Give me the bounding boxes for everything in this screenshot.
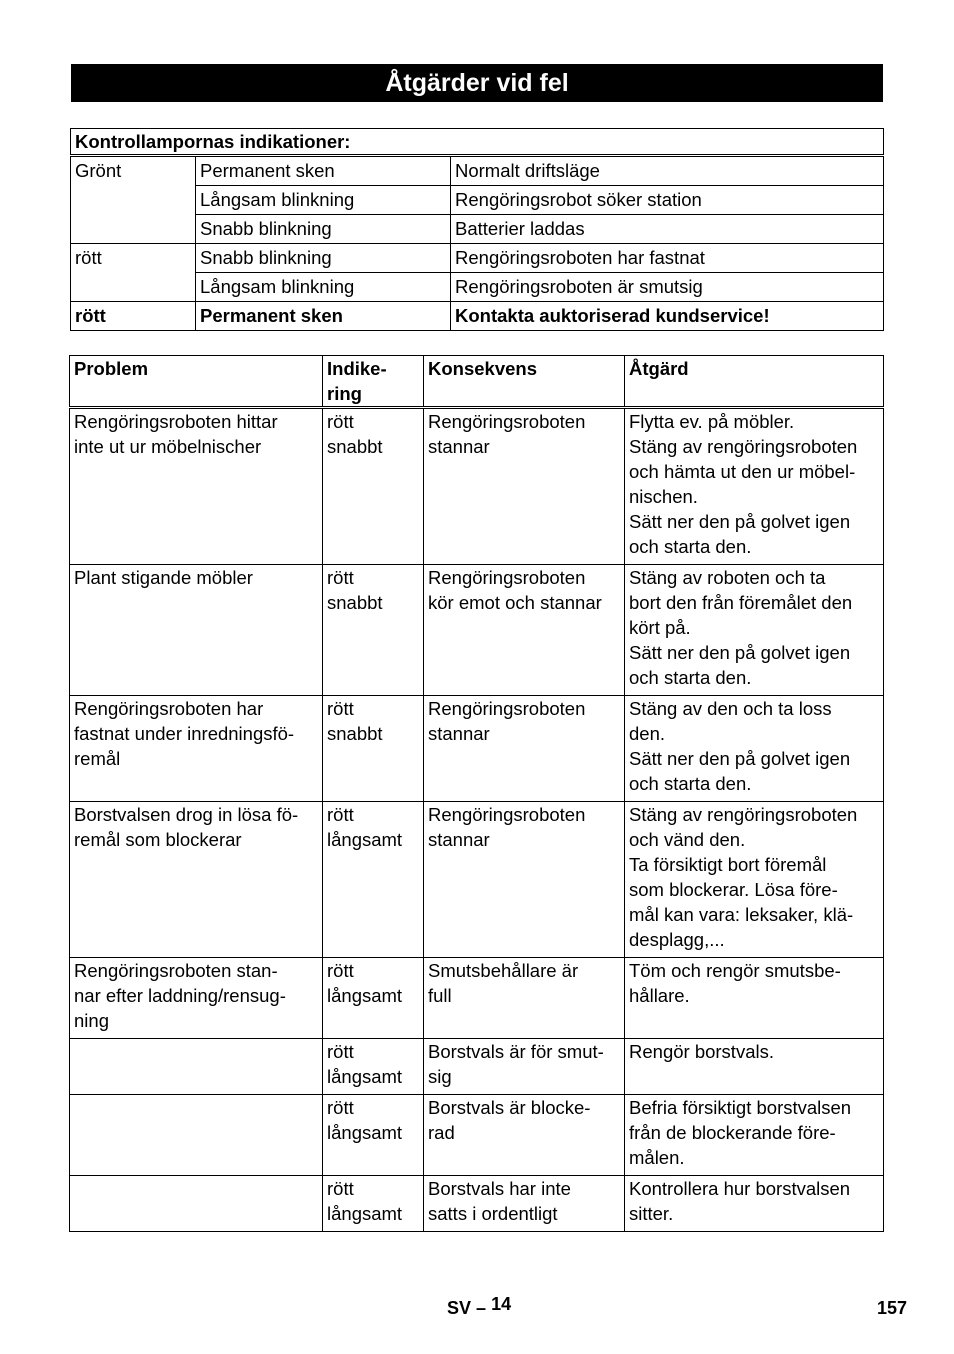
footer-section (447, 1294, 512, 1319)
consequence-line: Borstvals har inte (428, 1178, 571, 1199)
indicator-mode: Snabb blinkning (196, 244, 451, 273)
footer-lang: SV (447, 1298, 472, 1318)
table-row (70, 565, 884, 696)
indicator-meaning: Normalt driftsläge (451, 156, 884, 186)
indicator-mode: Permanent sken (196, 156, 451, 186)
indication-line: rött (327, 804, 354, 825)
action-line: Rengör borstvals. (629, 1041, 774, 1062)
indication-line: rött (327, 960, 354, 981)
indication-line: rött (327, 698, 354, 719)
consequence-line: stannar (428, 829, 490, 850)
footer-section-page: 14 (491, 1294, 512, 1314)
indication-line: långsamt (327, 1066, 403, 1087)
cell-action (625, 1039, 884, 1095)
action-line: Kontrollera hur borstvalsen (629, 1178, 851, 1199)
cell-consequence (424, 1095, 625, 1176)
consequence-line: full (428, 985, 452, 1006)
table-row (70, 1176, 884, 1232)
problem-line: inte ut ur möbelnischer (74, 436, 262, 457)
header-action: Åtgärd (625, 356, 884, 408)
action-line: Stäng av den och ta loss (629, 698, 832, 719)
cell-indication (323, 565, 424, 696)
table-row (70, 1039, 884, 1095)
action-line: från de blockerande före- (629, 1122, 836, 1143)
cell-indication (323, 1039, 424, 1095)
action-line: Töm och rengör smutsbe- (629, 960, 841, 981)
consequence-line: Rengöringsroboten (428, 567, 586, 588)
consequence-line: Rengöringsroboten (428, 698, 586, 719)
indicator-meaning: Kontakta auktoriserad kundservice! (451, 302, 884, 331)
action-line: Ta försiktigt bort föremål (629, 854, 827, 875)
consequence-line: rad (428, 1122, 455, 1143)
indication-line: långsamt (327, 829, 403, 850)
indicator-row (71, 244, 884, 273)
troubleshooting-table (69, 355, 884, 1232)
header-indication-line: ring (327, 383, 362, 404)
consequence-line: kör emot och stannar (428, 592, 602, 613)
table-row (70, 1095, 884, 1176)
problem-line: Plant stigande möbler (74, 567, 253, 588)
problem-line: fastnat under inredningsfö- (74, 723, 295, 744)
table-row (70, 958, 884, 1039)
cell-problem (70, 696, 323, 802)
consequence-line: Borstvals är för smut- (428, 1041, 604, 1062)
cell-consequence (424, 408, 625, 565)
indication-line: långsamt (327, 985, 403, 1006)
cell-indication (323, 408, 424, 565)
consequence-line: Smutsbehållare är (428, 960, 579, 981)
cell-indication (323, 1095, 424, 1176)
cell-problem (70, 565, 323, 696)
action-line: och starta den. (629, 536, 752, 557)
troubleshooting-header-row (70, 356, 884, 408)
cell-consequence (424, 1176, 625, 1232)
problem-line: remål som blockerar (74, 829, 242, 850)
action-line: desplagg,... (629, 929, 725, 950)
indicator-color: rött (71, 244, 196, 302)
cell-consequence (424, 565, 625, 696)
indicator-meaning: Rengöringsroboten är smutsig (451, 273, 884, 302)
problem-line: Rengöringsroboten hittar (74, 411, 278, 432)
action-line: sitter. (629, 1203, 674, 1224)
action-line: Stäng av rengöringsroboten (629, 436, 858, 457)
action-line: och vänd den. (629, 829, 746, 850)
action-line: som blockerar. Lösa före- (629, 879, 838, 900)
problem-line: remål (74, 748, 121, 769)
problem-line: ning (74, 1010, 109, 1031)
table-row (70, 696, 884, 802)
consequence-line: Rengöringsroboten (428, 804, 586, 825)
cell-action (625, 696, 884, 802)
indicator-mode: Permanent sken (196, 302, 451, 331)
indication-line: långsamt (327, 1122, 403, 1143)
indication-line: rött (327, 567, 354, 588)
header-consequence: Konsekvens (424, 356, 625, 408)
indication-line: långsamt (327, 1203, 403, 1224)
cell-action (625, 1095, 884, 1176)
consequence-line: sig (428, 1066, 452, 1087)
indicator-mode: Långsam blinkning (196, 273, 451, 302)
action-line: bort den från föremålet den (629, 592, 853, 613)
action-line: mål kan vara: leksaker, klä- (629, 904, 854, 925)
indication-line: rött (327, 1178, 354, 1199)
cell-problem (70, 1039, 323, 1095)
action-line: målen. (629, 1147, 685, 1168)
indication-line: snabbt (327, 592, 383, 613)
indicator-table-header: Kontrollampornas indikationer: (71, 129, 884, 156)
cell-consequence (424, 696, 625, 802)
indicator-color: Grönt (71, 156, 196, 244)
cell-indication (323, 802, 424, 958)
cell-indication (323, 958, 424, 1039)
indicator-meaning: Batterier laddas (451, 215, 884, 244)
cell-problem (70, 802, 323, 958)
indicator-mode: Långsam blinkning (196, 186, 451, 215)
cell-action (625, 565, 884, 696)
troubleshooting-body (70, 408, 884, 1232)
indicator-row (71, 302, 884, 331)
consequence-line: stannar (428, 436, 490, 457)
page-number: 157 (877, 1298, 908, 1318)
cell-problem (70, 958, 323, 1039)
cell-action (625, 1176, 884, 1232)
header-problem: Problem (70, 356, 323, 408)
problem-line: Rengöringsroboten stan- (74, 960, 278, 981)
action-line: nischen. (629, 486, 698, 507)
indicator-meaning: Rengöringsroboten har fastnat (451, 244, 884, 273)
indicator-table (70, 128, 884, 331)
action-line: och starta den. (629, 667, 752, 688)
action-line: Befria försiktigt borstvalsen (629, 1097, 852, 1118)
header-indication-line: Indike- (327, 358, 387, 379)
problem-line: Borstvalsen drog in lösa fö- (74, 804, 299, 825)
action-line: Sätt ner den på golvet igen (629, 748, 851, 769)
consequence-line: stannar (428, 723, 490, 744)
indicator-row (71, 156, 884, 186)
cell-consequence (424, 958, 625, 1039)
indication-line: rött (327, 1097, 354, 1118)
action-line: kört på. (629, 617, 691, 638)
action-line: den. (629, 723, 666, 744)
cell-action (625, 958, 884, 1039)
page-title: Åtgärder vid fel (71, 64, 883, 102)
indication-line: rött (327, 1041, 354, 1062)
table-row (70, 802, 884, 958)
problem-line: Rengöringsroboten har (74, 698, 264, 719)
indication-line: rött (327, 411, 354, 432)
cell-problem (70, 1095, 323, 1176)
consequence-line: satts i ordentligt (428, 1203, 558, 1224)
action-line: Sätt ner den på golvet igen (629, 511, 851, 532)
indication-line: snabbt (327, 723, 383, 744)
action-line: hållare. (629, 985, 690, 1006)
problem-line: nar efter laddning/rensug- (74, 985, 286, 1006)
action-line: Sätt ner den på golvet igen (629, 642, 851, 663)
header-indication (323, 356, 424, 408)
indicator-color: rött (71, 302, 196, 331)
indication-line: snabbt (327, 436, 383, 457)
cell-problem (70, 408, 323, 565)
cell-action (625, 802, 884, 958)
indicator-table-header-row (71, 129, 884, 156)
cell-consequence (424, 1039, 625, 1095)
cell-consequence (424, 802, 625, 958)
footer-dash: – (476, 1298, 487, 1318)
table-row (70, 408, 884, 565)
action-line: och starta den. (629, 773, 752, 794)
action-line: Stäng av rengöringsroboten (629, 804, 858, 825)
action-line: och hämta ut den ur möbel- (629, 461, 856, 482)
consequence-line: Rengöringsroboten (428, 411, 586, 432)
indicator-mode: Snabb blinkning (196, 215, 451, 244)
cell-indication (323, 696, 424, 802)
action-line: Stäng av roboten och ta (629, 567, 826, 588)
cell-action (625, 408, 884, 565)
indicator-meaning: Rengöringsrobot söker station (451, 186, 884, 215)
cell-indication (323, 1176, 424, 1232)
action-line: Flytta ev. på möbler. (629, 411, 795, 432)
cell-problem (70, 1176, 323, 1232)
consequence-line: Borstvals är blocke- (428, 1097, 591, 1118)
